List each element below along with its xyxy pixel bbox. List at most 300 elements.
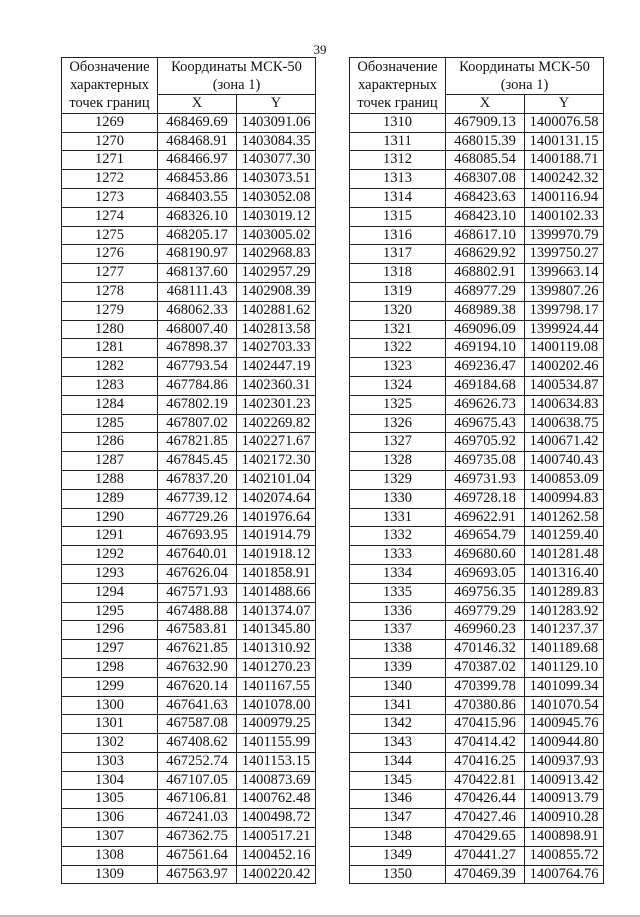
table-row	[350, 677, 604, 696]
table-row	[350, 414, 604, 433]
x-coordinate-cell: 470415.96	[446, 715, 525, 734]
x-coordinate-cell: 468403.55	[158, 188, 237, 207]
x-coordinate-cell: 467252.74	[158, 752, 237, 771]
point-id-cell: 1274	[62, 207, 158, 226]
y-coordinate-cell: 1403005.02	[237, 226, 316, 245]
x-coordinate-cell: 468469.69	[158, 113, 237, 132]
coordinates-table-left	[61, 57, 316, 884]
point-id-cell: 1277	[62, 264, 158, 283]
y-coordinate-cell: 1403073.51	[237, 170, 316, 189]
y-coordinate-cell: 1401914.79	[237, 527, 316, 546]
table-row	[62, 734, 316, 753]
point-id-cell: 1269	[62, 113, 158, 132]
y-coordinate-cell: 1401374.07	[237, 602, 316, 621]
point-id-cell: 1309	[62, 865, 158, 884]
point-id-cell: 1315	[350, 207, 446, 226]
y-coordinate-cell: 1400102.33	[525, 207, 604, 226]
point-id-cell: 1304	[62, 771, 158, 790]
x-coordinate-cell: 468085.54	[446, 151, 525, 170]
table-row	[350, 527, 604, 546]
table-row	[62, 621, 316, 640]
y-coordinate-cell: 1403052.08	[237, 188, 316, 207]
y-coordinate-cell: 1402908.39	[237, 282, 316, 301]
x-coordinate-cell: 469779.29	[446, 602, 525, 621]
table-row	[62, 640, 316, 659]
x-coordinate-cell: 468989.38	[446, 301, 525, 320]
x-coordinate-cell: 469626.73	[446, 395, 525, 414]
y-coordinate-cell: 1400498.72	[237, 809, 316, 828]
x-coordinate-cell: 469184.68	[446, 376, 525, 395]
y-coordinate-cell: 1402813.58	[237, 320, 316, 339]
y-coordinate-cell: 1400855.72	[525, 846, 604, 865]
point-id-cell: 1327	[350, 433, 446, 452]
y-coordinate-cell: 1400119.08	[525, 339, 604, 358]
x-coordinate-cell: 469654.79	[446, 527, 525, 546]
table-row	[62, 170, 316, 189]
y-coordinate-cell: 1403091.06	[237, 113, 316, 132]
point-id-cell: 1303	[62, 752, 158, 771]
point-id-cell: 1340	[350, 677, 446, 696]
point-id-cell: 1350	[350, 865, 446, 884]
table-row	[350, 734, 604, 753]
point-id-cell: 1324	[350, 376, 446, 395]
table-row	[350, 395, 604, 414]
y-coordinate-cell: 1401155.99	[237, 734, 316, 753]
y-coordinate-cell: 1402172.30	[237, 452, 316, 471]
table-row	[62, 226, 316, 245]
table-row	[62, 151, 316, 170]
point-id-cell: 1330	[350, 489, 446, 508]
point-id-cell: 1320	[350, 301, 446, 320]
x-coordinate-cell: 470380.86	[446, 696, 525, 715]
y-coordinate-cell: 1401345.80	[237, 621, 316, 640]
x-coordinate-cell: 468111.43	[158, 282, 237, 301]
y-coordinate-cell: 1400913.42	[525, 771, 604, 790]
x-coordinate-cell: 467693.95	[158, 527, 237, 546]
y-coordinate-cell: 1400979.25	[237, 715, 316, 734]
x-coordinate-cell: 467632.90	[158, 658, 237, 677]
x-coordinate-cell: 468977.29	[446, 282, 525, 301]
y-coordinate-cell: 1400220.42	[237, 865, 316, 884]
table-row	[350, 790, 604, 809]
table-row	[350, 245, 604, 264]
x-coordinate-cell: 467626.04	[158, 564, 237, 583]
point-id-cell: 1341	[350, 696, 446, 715]
point-id-cell: 1275	[62, 226, 158, 245]
x-coordinate-cell: 470416.25	[446, 752, 525, 771]
x-coordinate-cell: 470441.27	[446, 846, 525, 865]
point-id-cell: 1283	[62, 376, 158, 395]
table-body-left	[62, 113, 316, 884]
header-designation: Обозначение характерных точек границ	[62, 58, 158, 114]
y-coordinate-cell: 1400076.58	[525, 113, 604, 132]
point-id-cell: 1290	[62, 508, 158, 527]
y-coordinate-cell: 1402703.33	[237, 339, 316, 358]
table-row	[350, 865, 604, 884]
table-row	[350, 621, 604, 640]
point-id-cell: 1310	[350, 113, 446, 132]
y-coordinate-cell: 1402968.83	[237, 245, 316, 264]
x-coordinate-cell: 467845.45	[158, 452, 237, 471]
y-coordinate-cell: 1401078.00	[237, 696, 316, 715]
table-row	[62, 489, 316, 508]
table-row	[350, 508, 604, 527]
x-coordinate-cell: 468137.60	[158, 264, 237, 283]
y-coordinate-cell: 1401310.92	[237, 640, 316, 659]
y-coordinate-cell: 1401259.40	[525, 527, 604, 546]
x-coordinate-cell: 469731.93	[446, 470, 525, 489]
table-row	[350, 696, 604, 715]
y-coordinate-cell: 1400945.76	[525, 715, 604, 734]
x-coordinate-cell: 470422.81	[446, 771, 525, 790]
point-id-cell: 1284	[62, 395, 158, 414]
x-coordinate-cell: 470387.02	[446, 658, 525, 677]
table-body-right	[350, 113, 604, 884]
table-row	[350, 339, 604, 358]
point-id-cell: 1298	[62, 658, 158, 677]
x-coordinate-cell: 467408.62	[158, 734, 237, 753]
x-coordinate-cell: 467488.88	[158, 602, 237, 621]
y-coordinate-cell: 1400898.91	[525, 828, 604, 847]
x-coordinate-cell: 469680.60	[446, 546, 525, 565]
table-row	[62, 264, 316, 283]
x-coordinate-cell: 467621.85	[158, 640, 237, 659]
point-id-cell: 1326	[350, 414, 446, 433]
y-coordinate-cell: 1402301.23	[237, 395, 316, 414]
point-id-cell: 1295	[62, 602, 158, 621]
table-row	[350, 470, 604, 489]
table-row	[62, 658, 316, 677]
x-coordinate-cell: 468453.86	[158, 170, 237, 189]
x-coordinate-cell: 467729.26	[158, 508, 237, 527]
table-row	[350, 715, 604, 734]
point-id-cell: 1328	[350, 452, 446, 471]
point-id-cell: 1282	[62, 358, 158, 377]
table-row	[350, 151, 604, 170]
table-row	[62, 527, 316, 546]
x-coordinate-cell: 468205.17	[158, 226, 237, 245]
x-coordinate-cell: 469194.10	[446, 339, 525, 358]
point-id-cell: 1294	[62, 583, 158, 602]
table-row	[62, 715, 316, 734]
point-id-cell: 1286	[62, 433, 158, 452]
y-coordinate-cell: 1402881.62	[237, 301, 316, 320]
x-coordinate-cell: 468617.10	[446, 226, 525, 245]
table-row	[350, 640, 604, 659]
header-x: X	[446, 95, 525, 114]
y-coordinate-cell: 1400740.43	[525, 452, 604, 471]
x-coordinate-cell: 469728.18	[446, 489, 525, 508]
x-coordinate-cell: 467640.01	[158, 546, 237, 565]
point-id-cell: 1287	[62, 452, 158, 471]
point-id-cell: 1349	[350, 846, 446, 865]
point-id-cell: 1279	[62, 301, 158, 320]
x-coordinate-cell: 467241.03	[158, 809, 237, 828]
y-coordinate-cell: 1401283.92	[525, 602, 604, 621]
y-coordinate-cell: 1401262.58	[525, 508, 604, 527]
table-row	[350, 752, 604, 771]
table-row	[350, 320, 604, 339]
point-id-cell: 1308	[62, 846, 158, 865]
x-coordinate-cell: 467837.20	[158, 470, 237, 489]
y-coordinate-cell: 1400131.15	[525, 132, 604, 151]
table-row	[350, 828, 604, 847]
point-id-cell: 1335	[350, 583, 446, 602]
table-row	[62, 809, 316, 828]
x-coordinate-cell: 470427.46	[446, 809, 525, 828]
table-row	[62, 771, 316, 790]
y-coordinate-cell: 1401281.48	[525, 546, 604, 565]
x-coordinate-cell: 469705.92	[446, 433, 525, 452]
point-id-cell: 1329	[350, 470, 446, 489]
point-id-cell: 1338	[350, 640, 446, 659]
point-id-cell: 1319	[350, 282, 446, 301]
y-coordinate-cell: 1400116.94	[525, 188, 604, 207]
table-row	[350, 809, 604, 828]
x-coordinate-cell: 467739.12	[158, 489, 237, 508]
table-row	[62, 207, 316, 226]
point-id-cell: 1321	[350, 320, 446, 339]
y-coordinate-cell: 1400671.42	[525, 433, 604, 452]
table-row	[350, 113, 604, 132]
y-coordinate-cell: 1403077.30	[237, 151, 316, 170]
table-row	[62, 828, 316, 847]
y-coordinate-cell: 1401129.10	[525, 658, 604, 677]
x-coordinate-cell: 470469.39	[446, 865, 525, 884]
point-id-cell: 1316	[350, 226, 446, 245]
page-number: 39	[313, 42, 327, 57]
x-coordinate-cell: 467807.02	[158, 414, 237, 433]
point-id-cell: 1288	[62, 470, 158, 489]
point-id-cell: 1276	[62, 245, 158, 264]
y-coordinate-cell: 1400913.79	[525, 790, 604, 809]
table-row	[62, 696, 316, 715]
y-coordinate-cell: 1402269.82	[237, 414, 316, 433]
y-coordinate-cell: 1399924.44	[525, 320, 604, 339]
table-row	[62, 602, 316, 621]
y-coordinate-cell: 1399750.27	[525, 245, 604, 264]
table-row	[62, 188, 316, 207]
y-coordinate-cell: 1402447.19	[237, 358, 316, 377]
table-row	[62, 395, 316, 414]
table-row	[62, 846, 316, 865]
table-row	[350, 264, 604, 283]
table-row	[350, 846, 604, 865]
table-row	[62, 865, 316, 884]
point-id-cell: 1291	[62, 527, 158, 546]
x-coordinate-cell: 468802.91	[446, 264, 525, 283]
table-row	[350, 452, 604, 471]
point-id-cell: 1311	[350, 132, 446, 151]
x-coordinate-cell: 469675.43	[446, 414, 525, 433]
x-coordinate-cell: 468307.08	[446, 170, 525, 189]
point-id-cell: 1300	[62, 696, 158, 715]
point-id-cell: 1348	[350, 828, 446, 847]
y-coordinate-cell: 1400994.83	[525, 489, 604, 508]
y-coordinate-cell: 1401070.54	[525, 696, 604, 715]
coordinates-table-right	[349, 57, 604, 884]
x-coordinate-cell: 468062.33	[158, 301, 237, 320]
table-row	[350, 489, 604, 508]
table-row	[62, 282, 316, 301]
table-row	[62, 245, 316, 264]
point-id-cell: 1293	[62, 564, 158, 583]
table-row	[62, 752, 316, 771]
y-coordinate-cell: 1400910.28	[525, 809, 604, 828]
point-id-cell: 1278	[62, 282, 158, 301]
y-coordinate-cell: 1400634.83	[525, 395, 604, 414]
y-coordinate-cell: 1400762.48	[237, 790, 316, 809]
y-coordinate-cell: 1401237.37	[525, 621, 604, 640]
x-coordinate-cell: 470426.44	[446, 790, 525, 809]
y-coordinate-cell: 1401858.91	[237, 564, 316, 583]
y-coordinate-cell: 1400764.76	[525, 865, 604, 884]
x-coordinate-cell: 468423.10	[446, 207, 525, 226]
y-coordinate-cell: 1402074.64	[237, 489, 316, 508]
x-coordinate-cell: 468629.92	[446, 245, 525, 264]
x-coordinate-cell: 470399.78	[446, 677, 525, 696]
table-row	[62, 414, 316, 433]
x-coordinate-cell: 468007.40	[158, 320, 237, 339]
point-id-cell: 1281	[62, 339, 158, 358]
y-coordinate-cell: 1400188.71	[525, 151, 604, 170]
table-row	[62, 508, 316, 527]
x-coordinate-cell: 469622.91	[446, 508, 525, 527]
y-coordinate-cell: 1401289.83	[525, 583, 604, 602]
table-row	[62, 113, 316, 132]
x-coordinate-cell: 469735.08	[446, 452, 525, 471]
point-id-cell: 1333	[350, 546, 446, 565]
point-id-cell: 1322	[350, 339, 446, 358]
point-id-cell: 1317	[350, 245, 446, 264]
point-id-cell: 1314	[350, 188, 446, 207]
y-coordinate-cell: 1402360.31	[237, 376, 316, 395]
table-row	[62, 546, 316, 565]
table-row	[62, 339, 316, 358]
table-row	[62, 564, 316, 583]
table-row	[350, 602, 604, 621]
y-coordinate-cell: 1401488.66	[237, 583, 316, 602]
table-row	[62, 301, 316, 320]
y-coordinate-cell: 1400853.09	[525, 470, 604, 489]
table-row	[62, 677, 316, 696]
table-row	[350, 564, 604, 583]
point-id-cell: 1346	[350, 790, 446, 809]
y-coordinate-cell: 1400638.75	[525, 414, 604, 433]
point-id-cell: 1342	[350, 715, 446, 734]
point-id-cell: 1312	[350, 151, 446, 170]
x-coordinate-cell: 468468.91	[158, 132, 237, 151]
y-coordinate-cell: 1400873.69	[237, 771, 316, 790]
table-row	[350, 207, 604, 226]
table-row	[350, 282, 604, 301]
table-row	[62, 583, 316, 602]
y-coordinate-cell: 1402957.29	[237, 264, 316, 283]
point-id-cell: 1313	[350, 170, 446, 189]
x-coordinate-cell: 470146.32	[446, 640, 525, 659]
point-id-cell: 1305	[62, 790, 158, 809]
point-id-cell: 1332	[350, 527, 446, 546]
y-coordinate-cell: 1399970.79	[525, 226, 604, 245]
table-row	[350, 583, 604, 602]
header-coordinates: Координаты МСК-50 (зона 1)	[446, 58, 604, 95]
x-coordinate-cell: 467583.81	[158, 621, 237, 640]
header-y: Y	[237, 95, 316, 114]
point-id-cell: 1270	[62, 132, 158, 151]
point-id-cell: 1299	[62, 677, 158, 696]
point-id-cell: 1337	[350, 621, 446, 640]
point-id-cell: 1280	[62, 320, 158, 339]
point-id-cell: 1296	[62, 621, 158, 640]
y-coordinate-cell: 1400452.16	[237, 846, 316, 865]
point-id-cell: 1347	[350, 809, 446, 828]
y-coordinate-cell: 1401153.15	[237, 752, 316, 771]
point-id-cell: 1272	[62, 170, 158, 189]
table-row	[62, 470, 316, 489]
table-row	[62, 132, 316, 151]
table-row	[62, 358, 316, 377]
point-id-cell: 1345	[350, 771, 446, 790]
x-coordinate-cell: 467587.08	[158, 715, 237, 734]
x-coordinate-cell: 468015.39	[446, 132, 525, 151]
y-coordinate-cell: 1401270.23	[237, 658, 316, 677]
y-coordinate-cell: 1401918.12	[237, 546, 316, 565]
y-coordinate-cell: 1402271.67	[237, 433, 316, 452]
header-x: X	[158, 95, 237, 114]
x-coordinate-cell: 467793.54	[158, 358, 237, 377]
y-coordinate-cell: 1399807.26	[525, 282, 604, 301]
y-coordinate-cell: 1400242.32	[525, 170, 604, 189]
x-coordinate-cell: 467898.37	[158, 339, 237, 358]
point-id-cell: 1323	[350, 358, 446, 377]
table-row	[62, 452, 316, 471]
table-row	[350, 358, 604, 377]
point-id-cell: 1302	[62, 734, 158, 753]
x-coordinate-cell: 467563.97	[158, 865, 237, 884]
x-coordinate-cell: 467362.75	[158, 828, 237, 847]
y-coordinate-cell: 1400944.80	[525, 734, 604, 753]
table-row	[62, 790, 316, 809]
header-coordinates: Координаты МСК-50 (зона 1)	[158, 58, 316, 95]
table-row	[62, 320, 316, 339]
x-coordinate-cell: 469960.23	[446, 621, 525, 640]
x-coordinate-cell: 470414.42	[446, 734, 525, 753]
point-id-cell: 1336	[350, 602, 446, 621]
x-coordinate-cell: 467561.64	[158, 846, 237, 865]
y-coordinate-cell: 1403019.12	[237, 207, 316, 226]
y-coordinate-cell: 1399798.17	[525, 301, 604, 320]
point-id-cell: 1331	[350, 508, 446, 527]
point-id-cell: 1297	[62, 640, 158, 659]
y-coordinate-cell: 1400937.93	[525, 752, 604, 771]
y-coordinate-cell: 1400517.21	[237, 828, 316, 847]
table-row	[350, 226, 604, 245]
x-coordinate-cell: 468423.63	[446, 188, 525, 207]
point-id-cell: 1285	[62, 414, 158, 433]
x-coordinate-cell: 469096.09	[446, 320, 525, 339]
x-coordinate-cell: 467821.85	[158, 433, 237, 452]
x-coordinate-cell: 470429.65	[446, 828, 525, 847]
x-coordinate-cell: 467802.19	[158, 395, 237, 414]
table-row	[350, 771, 604, 790]
point-id-cell: 1306	[62, 809, 158, 828]
y-coordinate-cell: 1401976.64	[237, 508, 316, 527]
y-coordinate-cell: 1401099.34	[525, 677, 604, 696]
point-id-cell: 1343	[350, 734, 446, 753]
y-coordinate-cell: 1400202.46	[525, 358, 604, 377]
point-id-cell: 1301	[62, 715, 158, 734]
table-row	[350, 301, 604, 320]
